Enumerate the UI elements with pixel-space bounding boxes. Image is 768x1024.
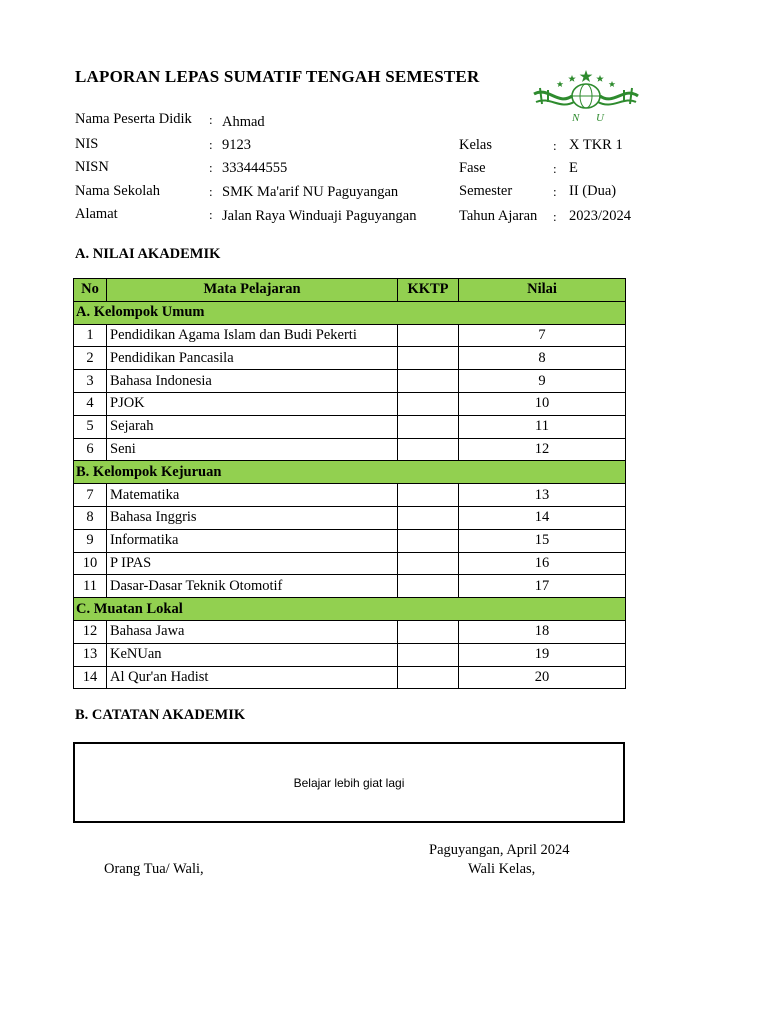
kktp-cell bbox=[398, 392, 459, 415]
colon: : bbox=[209, 137, 213, 152]
subject-cell: KeNUan bbox=[107, 643, 398, 666]
nu-logo-icon bbox=[528, 66, 644, 124]
colon: : bbox=[209, 112, 213, 127]
kktp-cell bbox=[398, 620, 459, 643]
value-kelas: X TKR 1 bbox=[569, 137, 623, 153]
row-number: 3 bbox=[74, 370, 107, 393]
kktp-cell bbox=[398, 347, 459, 370]
score-cell: 15 bbox=[459, 529, 626, 552]
score-cell: 8 bbox=[459, 347, 626, 370]
subject-cell: Pendidikan Agama Islam dan Budi Pekerti bbox=[107, 324, 398, 347]
colon: : bbox=[209, 207, 213, 222]
score-cell: 10 bbox=[459, 392, 626, 415]
group-label: B. Kelompok Kejuruan bbox=[74, 461, 626, 484]
table-row bbox=[74, 392, 626, 415]
header-no: No bbox=[74, 279, 107, 302]
subject-cell: PJOK bbox=[107, 392, 398, 415]
value-alamat: Jalan Raya Winduaji Paguyangan bbox=[222, 208, 417, 224]
kktp-cell bbox=[398, 484, 459, 507]
subject-cell: P IPAS bbox=[107, 552, 398, 575]
kktp-cell bbox=[398, 370, 459, 393]
subject-cell: Informatika bbox=[107, 529, 398, 552]
signature-parent: Orang Tua/ Wali, bbox=[104, 861, 204, 877]
label-tahun-ajaran: Tahun Ajaran bbox=[459, 208, 538, 224]
kktp-cell bbox=[398, 506, 459, 529]
value-semester: II (Dua) bbox=[569, 183, 617, 199]
logo-letter-u: U bbox=[596, 112, 604, 124]
kktp-cell bbox=[398, 643, 459, 666]
score-cell: 18 bbox=[459, 620, 626, 643]
colon: : bbox=[209, 184, 213, 199]
subject-cell: Al Qur'an Hadist bbox=[107, 666, 398, 689]
label-nama-sekolah: Nama Sekolah bbox=[75, 183, 160, 199]
row-number: 14 bbox=[74, 666, 107, 689]
subject-cell: Seni bbox=[107, 438, 398, 461]
subject-cell: Bahasa Inggris bbox=[107, 506, 398, 529]
table-row bbox=[74, 324, 626, 347]
colon: : bbox=[553, 161, 557, 176]
table-row bbox=[74, 370, 626, 393]
table-row bbox=[74, 415, 626, 438]
value-nama-peserta: Ahmad bbox=[222, 114, 265, 130]
kktp-cell bbox=[398, 552, 459, 575]
value-fase: E bbox=[569, 160, 578, 176]
table-row bbox=[74, 438, 626, 461]
row-number: 2 bbox=[74, 347, 107, 370]
table-header-row bbox=[74, 279, 626, 302]
group-row bbox=[74, 461, 626, 484]
table-row bbox=[74, 529, 626, 552]
note-box bbox=[73, 742, 625, 823]
score-cell: 19 bbox=[459, 643, 626, 666]
table-row bbox=[74, 484, 626, 507]
value-nis: 9123 bbox=[222, 137, 251, 153]
score-cell: 17 bbox=[459, 575, 626, 598]
score-cell: 11 bbox=[459, 415, 626, 438]
table-row bbox=[74, 666, 626, 689]
score-cell: 20 bbox=[459, 666, 626, 689]
header-subject: Mata Pelajaran bbox=[107, 279, 398, 302]
label-kelas: Kelas bbox=[459, 137, 493, 153]
signature-teacher: Wali Kelas, bbox=[468, 861, 536, 877]
colon: : bbox=[209, 160, 213, 175]
row-number: 10 bbox=[74, 552, 107, 575]
row-number: 8 bbox=[74, 506, 107, 529]
value-nama-sekolah: SMK Ma'arif NU Paguyangan bbox=[222, 184, 399, 200]
label-fase: Fase bbox=[459, 160, 486, 176]
group-label: C. Muatan Lokal bbox=[74, 598, 626, 621]
section-catatan-akademik: B. CATATAN AKADEMIK bbox=[75, 707, 246, 723]
note-text: Belajar lebih giat lagi bbox=[293, 775, 405, 790]
kktp-cell bbox=[398, 415, 459, 438]
score-cell: 7 bbox=[459, 324, 626, 347]
kktp-cell bbox=[398, 529, 459, 552]
score-cell: 13 bbox=[459, 484, 626, 507]
row-number: 12 bbox=[74, 620, 107, 643]
grades-table bbox=[73, 278, 626, 689]
row-number: 6 bbox=[74, 438, 107, 461]
score-cell: 16 bbox=[459, 552, 626, 575]
colon: : bbox=[553, 184, 557, 199]
row-number: 1 bbox=[74, 324, 107, 347]
subject-cell: Bahasa Indonesia bbox=[107, 370, 398, 393]
kktp-cell bbox=[398, 666, 459, 689]
table-row bbox=[74, 575, 626, 598]
subject-cell: Dasar-Dasar Teknik Otomotif bbox=[107, 575, 398, 598]
label-nisn: NISN bbox=[75, 159, 109, 175]
row-number: 13 bbox=[74, 643, 107, 666]
table-row bbox=[74, 347, 626, 370]
label-nama-peserta: Nama Peserta Didik bbox=[75, 111, 192, 127]
kktp-cell bbox=[398, 575, 459, 598]
row-number: 7 bbox=[74, 484, 107, 507]
label-nis: NIS bbox=[75, 136, 99, 152]
report-title: LAPORAN LEPAS SUMATIF TENGAH SEMESTER bbox=[75, 67, 480, 86]
row-number: 5 bbox=[74, 415, 107, 438]
subject-cell: Bahasa Jawa bbox=[107, 620, 398, 643]
score-cell: 14 bbox=[459, 506, 626, 529]
score-cell: 9 bbox=[459, 370, 626, 393]
table-row bbox=[74, 620, 626, 643]
kktp-cell bbox=[398, 438, 459, 461]
value-tahun-ajaran: 2023/2024 bbox=[569, 208, 632, 224]
colon: : bbox=[553, 209, 557, 224]
header-score: Nilai bbox=[459, 279, 626, 302]
table-row bbox=[74, 643, 626, 666]
subject-cell: Sejarah bbox=[107, 415, 398, 438]
row-number: 9 bbox=[74, 529, 107, 552]
row-number: 4 bbox=[74, 392, 107, 415]
group-row bbox=[74, 301, 626, 324]
group-label: A. Kelompok Umum bbox=[74, 301, 626, 324]
row-number: 11 bbox=[74, 575, 107, 598]
table-row bbox=[74, 506, 626, 529]
section-nilai-akademik: A. NILAI AKADEMIK bbox=[75, 246, 221, 262]
signature-place-date: Paguyangan, April 2024 bbox=[429, 842, 570, 858]
label-semester: Semester bbox=[459, 183, 513, 199]
score-cell: 12 bbox=[459, 438, 626, 461]
logo-letter-n: N bbox=[572, 112, 580, 124]
value-nisn: 333444555 bbox=[222, 160, 288, 176]
subject-cell: Matematika bbox=[107, 484, 398, 507]
label-alamat: Alamat bbox=[75, 206, 118, 222]
group-row bbox=[74, 598, 626, 621]
subject-cell: Pendidikan Pancasila bbox=[107, 347, 398, 370]
header-kktp: KKTP bbox=[398, 279, 459, 302]
table-row bbox=[74, 552, 626, 575]
kktp-cell bbox=[398, 324, 459, 347]
colon: : bbox=[553, 138, 557, 153]
